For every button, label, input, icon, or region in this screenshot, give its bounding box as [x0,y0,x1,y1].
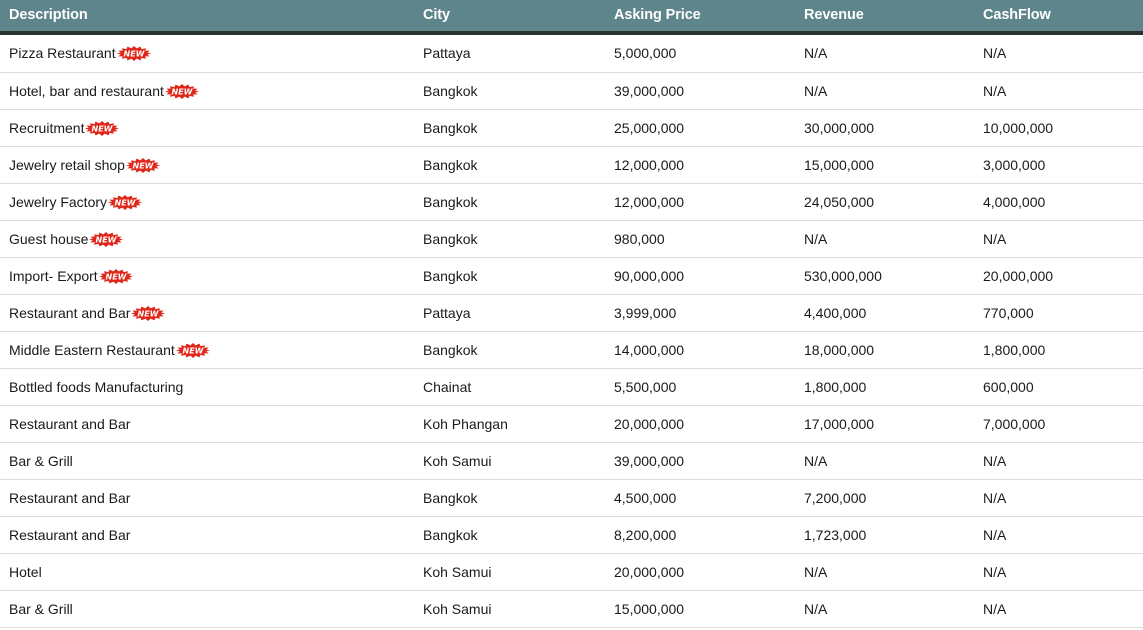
column-header-cashflow[interactable]: CashFlow [983,7,1051,23]
description-wrap [9,73,199,110]
city-cell: Bangkok [423,489,478,506]
business-description-link[interactable]: Pizza Restaurant [9,45,116,61]
city-cell: Pattaya [423,45,471,61]
city-cell: Bangkok [423,156,478,173]
asking-price-cell: 5,500,000 [614,378,677,395]
description-wrap [9,295,165,332]
asking-price-cell: 12,000,000 [614,193,685,210]
description-cell[interactable] [0,369,414,406]
revenue-cell: N/A [804,230,828,247]
cashflow-cell: N/A [983,600,1007,617]
revenue-cell: 15,000,000 [804,156,875,173]
table-row[interactable] [0,332,1143,369]
city-cell: Koh Samui [423,452,492,469]
description-wrap [9,110,119,147]
business-description-link[interactable]: Recruitment [9,119,85,136]
city-cell: Bangkok [423,193,478,210]
city-cell: Koh Phangan [423,415,508,432]
asking-price-cell: 90,000,000 [614,267,685,284]
description-wrap [9,258,133,295]
new-badge-icon [108,195,142,210]
asking-price-cell: 25,000,000 [614,119,685,136]
business-description-link[interactable]: Hotel, bar and restaurant [9,82,164,99]
new-badge-icon [85,121,119,136]
asking-price-cell: 5,000,000 [614,45,677,61]
new-badge-text: NEW [95,235,117,245]
business-description-link[interactable]: Bar & Grill [9,452,73,469]
description-wrap [9,369,183,406]
city-cell: Bangkok [423,82,478,99]
description-cell[interactable] [0,554,414,591]
cashflow-cell: N/A [983,489,1007,506]
description-cell[interactable] [0,332,414,369]
new-badge-text: NEW [105,272,127,282]
cashflow-cell: 10,000,000 [983,119,1054,136]
cashflow-cell: 7,000,000 [983,415,1046,432]
table-row[interactable] [0,369,1143,406]
city-cell: Bangkok [423,119,478,136]
cashflow-cell: 770,000 [983,304,1034,321]
new-badge-text: NEW [132,161,154,171]
cashflow-cell: 1,800,000 [983,341,1046,358]
city-cell: Bangkok [423,230,478,247]
business-description-link[interactable]: Hotel [9,563,42,580]
table-row[interactable] [0,591,1143,628]
revenue-cell: N/A [804,600,828,617]
asking-price-cell: 20,000,000 [614,415,685,432]
new-badge-icon [131,306,165,321]
column-header-description[interactable]: Description [9,7,88,23]
revenue-cell: 7,200,000 [804,489,867,506]
description-cell[interactable] [0,73,414,110]
city-cell: Bangkok [423,341,478,358]
business-description-link[interactable]: Bottled foods Manufacturing [9,378,184,395]
city-cell: Chainat [423,378,472,395]
business-description-link[interactable]: Restaurant and Bar [9,526,131,543]
new-badge-text: NEW [171,87,193,97]
revenue-cell: 530,000,000 [804,267,882,284]
table-row[interactable] [0,295,1143,332]
description-wrap [9,554,42,591]
new-badge-icon [126,158,160,173]
business-description-link[interactable]: Jewelry Factory [9,193,108,210]
table-row[interactable] [0,110,1143,147]
revenue-cell: N/A [804,82,828,99]
cashflow-cell: 600,000 [983,378,1034,395]
description-wrap [9,221,123,258]
revenue-cell: 18,000,000 [804,341,875,358]
city-cell: Koh Samui [423,600,492,617]
asking-price-cell: 39,000,000 [614,452,685,469]
asking-price-cell: 15,000,000 [614,600,685,617]
new-badge-icon [165,84,199,99]
description-wrap [9,184,142,221]
asking-price-cell: 39,000,000 [614,82,685,99]
cashflow-cell: 20,000,000 [983,267,1054,284]
new-badge-icon [117,46,151,61]
description-wrap [9,147,160,184]
asking-price-cell: 4,500,000 [614,489,677,506]
revenue-cell: 17,000,000 [804,415,875,432]
business-description-link[interactable]: Restaurant and Bar [9,415,131,432]
table-row[interactable] [0,517,1143,554]
city-cell: Bangkok [423,526,478,543]
column-header-city[interactable]: City [423,7,450,23]
description-cell[interactable] [0,295,414,332]
business-description-link[interactable]: Jewelry retail shop [9,156,125,173]
description-cell[interactable] [0,184,414,221]
description-wrap [9,591,73,628]
description-wrap [9,517,130,554]
cashflow-cell: N/A [983,563,1007,580]
table-row[interactable] [0,35,1143,73]
column-header-asking-price[interactable]: Asking Price [614,7,701,23]
cashflow-cell: 3,000,000 [983,156,1046,173]
business-description-link[interactable]: Middle Eastern Restaurant [9,341,175,358]
description-cell[interactable] [0,517,414,554]
description-cell[interactable] [0,258,414,295]
description-cell[interactable] [0,35,414,72]
asking-price-cell: 20,000,000 [614,563,685,580]
table-body [0,35,1143,628]
table-row[interactable] [0,443,1143,480]
asking-price-cell: 14,000,000 [614,341,685,358]
revenue-cell: 4,400,000 [804,304,867,321]
new-badge-text: NEW [137,309,159,319]
revenue-cell: 1,723,000 [804,526,867,543]
city-cell: Pattaya [423,304,471,321]
new-badge-icon [99,269,133,284]
new-badge-text: NEW [91,124,113,134]
business-description-link[interactable]: Guest house [9,230,89,247]
description-cell[interactable] [0,443,414,480]
cashflow-cell: N/A [983,45,1007,61]
new-badge-icon [176,343,210,358]
column-header-revenue[interactable]: Revenue [804,7,864,23]
revenue-cell: 30,000,000 [804,119,875,136]
description-cell[interactable] [0,406,414,443]
table-row[interactable] [0,184,1143,221]
description-cell[interactable] [0,110,414,147]
table-row[interactable] [0,406,1143,443]
description-wrap [9,443,73,480]
business-description-link[interactable]: Import- Export [9,267,98,284]
new-badge-text: NEW [182,346,204,356]
cashflow-cell: N/A [983,230,1007,247]
table-row[interactable] [0,258,1143,295]
business-description-link[interactable]: Bar & Grill [9,600,73,617]
city-cell: Bangkok [423,267,478,284]
table-row[interactable] [0,221,1143,258]
table-row[interactable] [0,554,1143,591]
asking-price-cell: 980,000 [614,230,665,247]
business-description-link[interactable]: Restaurant and Bar [9,489,131,506]
business-description-link[interactable]: Restaurant and Bar [9,304,131,321]
description-wrap [9,35,151,72]
table-row[interactable] [0,73,1143,110]
revenue-cell: N/A [804,45,828,61]
description-cell[interactable] [0,591,414,628]
cashflow-cell: N/A [983,526,1007,543]
new-badge-icon [89,232,123,247]
asking-price-cell: 3,999,000 [614,304,677,321]
cashflow-cell: 4,000,000 [983,193,1046,210]
table-row[interactable] [0,480,1143,517]
description-cell[interactable] [0,147,414,184]
description-cell[interactable] [0,480,414,517]
revenue-cell: N/A [804,452,828,469]
new-badge-text: NEW [114,198,136,208]
description-cell[interactable] [0,221,414,258]
description-wrap [9,480,130,517]
description-wrap [9,332,210,369]
description-wrap [9,406,130,443]
revenue-cell: 24,050,000 [804,193,875,210]
revenue-cell: N/A [804,563,828,580]
asking-price-cell: 8,200,000 [614,526,677,543]
revenue-cell: 1,800,000 [804,378,867,395]
table-header [0,0,1143,35]
cashflow-cell: N/A [983,82,1007,99]
cashflow-cell: N/A [983,452,1007,469]
asking-price-cell: 12,000,000 [614,156,685,173]
city-cell: Koh Samui [423,563,492,580]
new-badge-text: NEW [123,49,145,59]
table-row[interactable] [0,147,1143,184]
